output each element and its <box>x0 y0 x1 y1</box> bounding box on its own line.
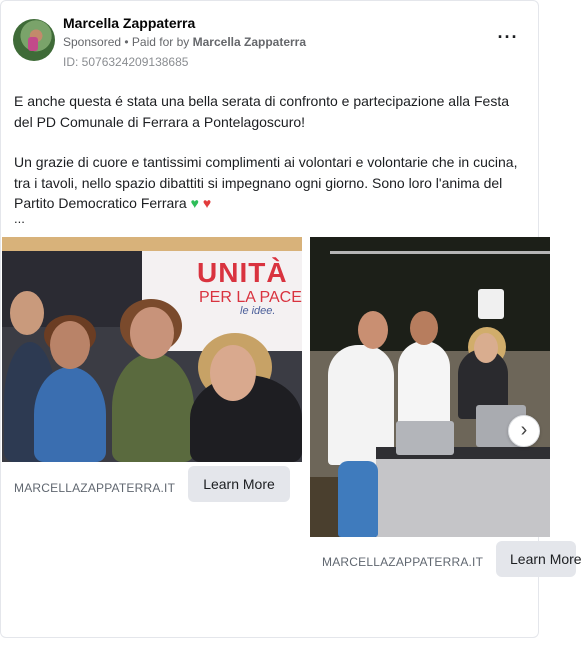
post-header <box>1 1 538 81</box>
banner-subtitle: PER LA PACE <box>199 289 302 306</box>
see-more-ellipsis[interactable]: ... <box>14 211 25 226</box>
carousel-photo-2[interactable] <box>310 237 550 537</box>
banner-tagline: le idee. <box>240 305 276 317</box>
post-paragraph-2 <box>14 152 529 214</box>
person-4-head <box>210 345 256 401</box>
volunteer-1-head <box>358 311 388 349</box>
person-2 <box>34 367 106 462</box>
more-options-button[interactable]: ··· <box>497 27 519 47</box>
red-heart-icon: ♥ <box>202 195 212 211</box>
photo-canopy <box>2 237 302 251</box>
photo-hood <box>330 237 550 254</box>
carousel-next-icon[interactable]: › <box>508 415 540 447</box>
author-avatar[interactable] <box>13 19 55 61</box>
sponsored-label: Sponsored <box>63 35 122 49</box>
carousel <box>1 237 582 637</box>
ad-id: ID: 5076324209138685 <box>63 55 189 69</box>
stove <box>376 459 550 537</box>
post-paragraph-1: E anche questa é stata una bella serata di confronto e partecipazione alla Festa del PD Comunale di Ferrara a Pontelagoscuro! <box>14 93 509 130</box>
green-heart-icon: ♥ <box>190 195 199 211</box>
photo-lamp <box>478 289 504 319</box>
carousel-photo-1[interactable] <box>2 237 302 462</box>
banner-title: UNITÀ <box>197 257 288 288</box>
card-1-domain[interactable]: MARCELLAZAPPATERRA.IT <box>14 481 176 495</box>
learn-more-button-1[interactable]: Learn More <box>188 466 290 502</box>
sponsored-line <box>63 35 306 49</box>
card-2-domain[interactable]: MARCELLAZAPPATERRA.IT <box>322 555 484 569</box>
author-name[interactable]: Marcella Zappaterra <box>63 15 196 31</box>
person-3 <box>112 353 194 462</box>
learn-more-button-2[interactable]: Learn More <box>496 541 576 577</box>
cooking-pot-1 <box>396 421 454 455</box>
person-3-head <box>130 307 174 359</box>
gas-cylinder <box>338 461 378 537</box>
person-1-head <box>10 291 44 335</box>
post-paragraph-2-text: Un grazie di cuore e tantissimi complimenti ai volontari e volontarie che in cucina, tra i tavoli, nello spazio dibattiti si impegnano ogni giorno. Sono loro l'anima del Partito Democratico Ferrara <box>14 154 518 211</box>
person-2-head <box>50 321 90 369</box>
volunteer-3-head <box>474 333 498 363</box>
post-text <box>14 91 529 214</box>
paid-for-by-name: Marcella Zappaterra <box>192 35 307 49</box>
paid-for-prefix: • Paid for by <box>121 35 193 49</box>
carousel-card-1[interactable] <box>2 237 302 495</box>
volunteer-2-head <box>410 311 438 345</box>
carousel-card-2[interactable] <box>310 237 582 569</box>
